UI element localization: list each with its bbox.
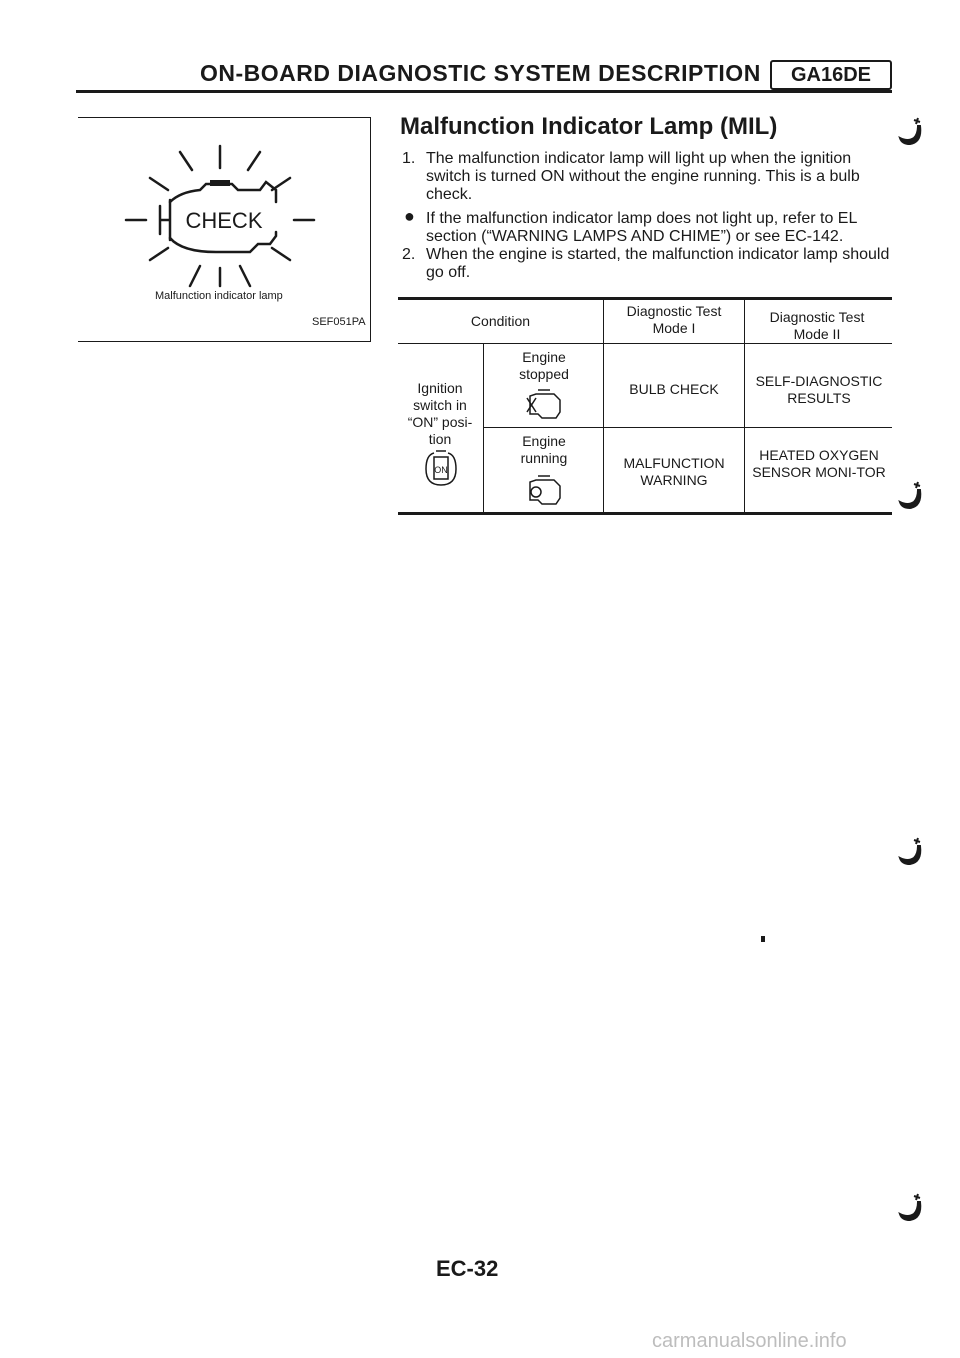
check-engine-lamp-icon (120, 140, 320, 290)
bullet-marker: ● (404, 206, 415, 226)
table-bottom-rule (398, 512, 892, 515)
figure-code: SEF051PA (312, 316, 366, 328)
header-test-mode-1: Diagnostic Test Mode I (626, 303, 722, 336)
table-col-divider (744, 300, 745, 512)
header-rule (76, 90, 892, 93)
figure-caption: Malfunction indicator lamp (155, 290, 283, 302)
page-header-title: ON-BOARD DIAGNOSTIC SYSTEM DESCRIPTION (200, 60, 761, 86)
list-item-text: If the malfunction indicator lamp does not light up, refer to EL section (“WARNING LAMPS AND CHIME”) or see EC-142. (426, 210, 857, 245)
engine-running-icon (524, 470, 564, 508)
table-header-rule (398, 343, 892, 344)
page-number: EC-32 (436, 1256, 499, 1281)
table-top-rule (398, 297, 892, 300)
speck-mark (761, 936, 765, 942)
list-marker: 1. (402, 150, 416, 167)
test-mode-2-row-2: HEATED OXYGEN SENSOR MONI-TOR (752, 447, 886, 480)
ignition-on-icon (424, 449, 458, 489)
check-mark-icon (898, 480, 928, 514)
table-row-rule (483, 427, 892, 428)
table-col-divider (483, 343, 484, 512)
check-mark-icon (898, 836, 928, 870)
ignition-condition-label: Ignition switch in “ON” posi-tion (407, 380, 473, 447)
engine-code-badge: GA16DE (770, 60, 892, 90)
test-mode-2-row-1: SELF-DIAGNOSTIC RESULTS (755, 373, 883, 406)
section-title: Malfunction Indicator Lamp (MIL) (400, 113, 778, 140)
engine-stopped-icon (524, 384, 564, 422)
list-item-text: The malfunction indicator lamp will light up when the ignition switch is turned ON without the engine running. This is a bulb check. (426, 150, 860, 203)
list-item-text: When the engine is started, the malfunction indicator lamp should go off. (426, 246, 890, 281)
test-mode-1-row-2: MALFUNCTION WARNING (623, 455, 725, 488)
test-mode-1-row-1: BULB CHECK (629, 381, 719, 397)
watermark: carmanualsonline.info (652, 1330, 847, 1352)
header-test-mode-2: Diagnostic Test Mode II (769, 309, 865, 342)
engine-state-running: Engine running (520, 433, 568, 466)
list-marker: 2. (402, 246, 416, 263)
check-mark-icon (898, 116, 928, 150)
ignition-on-icon-text: ON (434, 465, 448, 475)
lamp-label-text: CHECK (185, 208, 263, 233)
header-condition: Condition (470, 313, 531, 329)
engine-state-stopped: Engine stopped (519, 349, 569, 382)
check-mark-icon (898, 1192, 928, 1226)
